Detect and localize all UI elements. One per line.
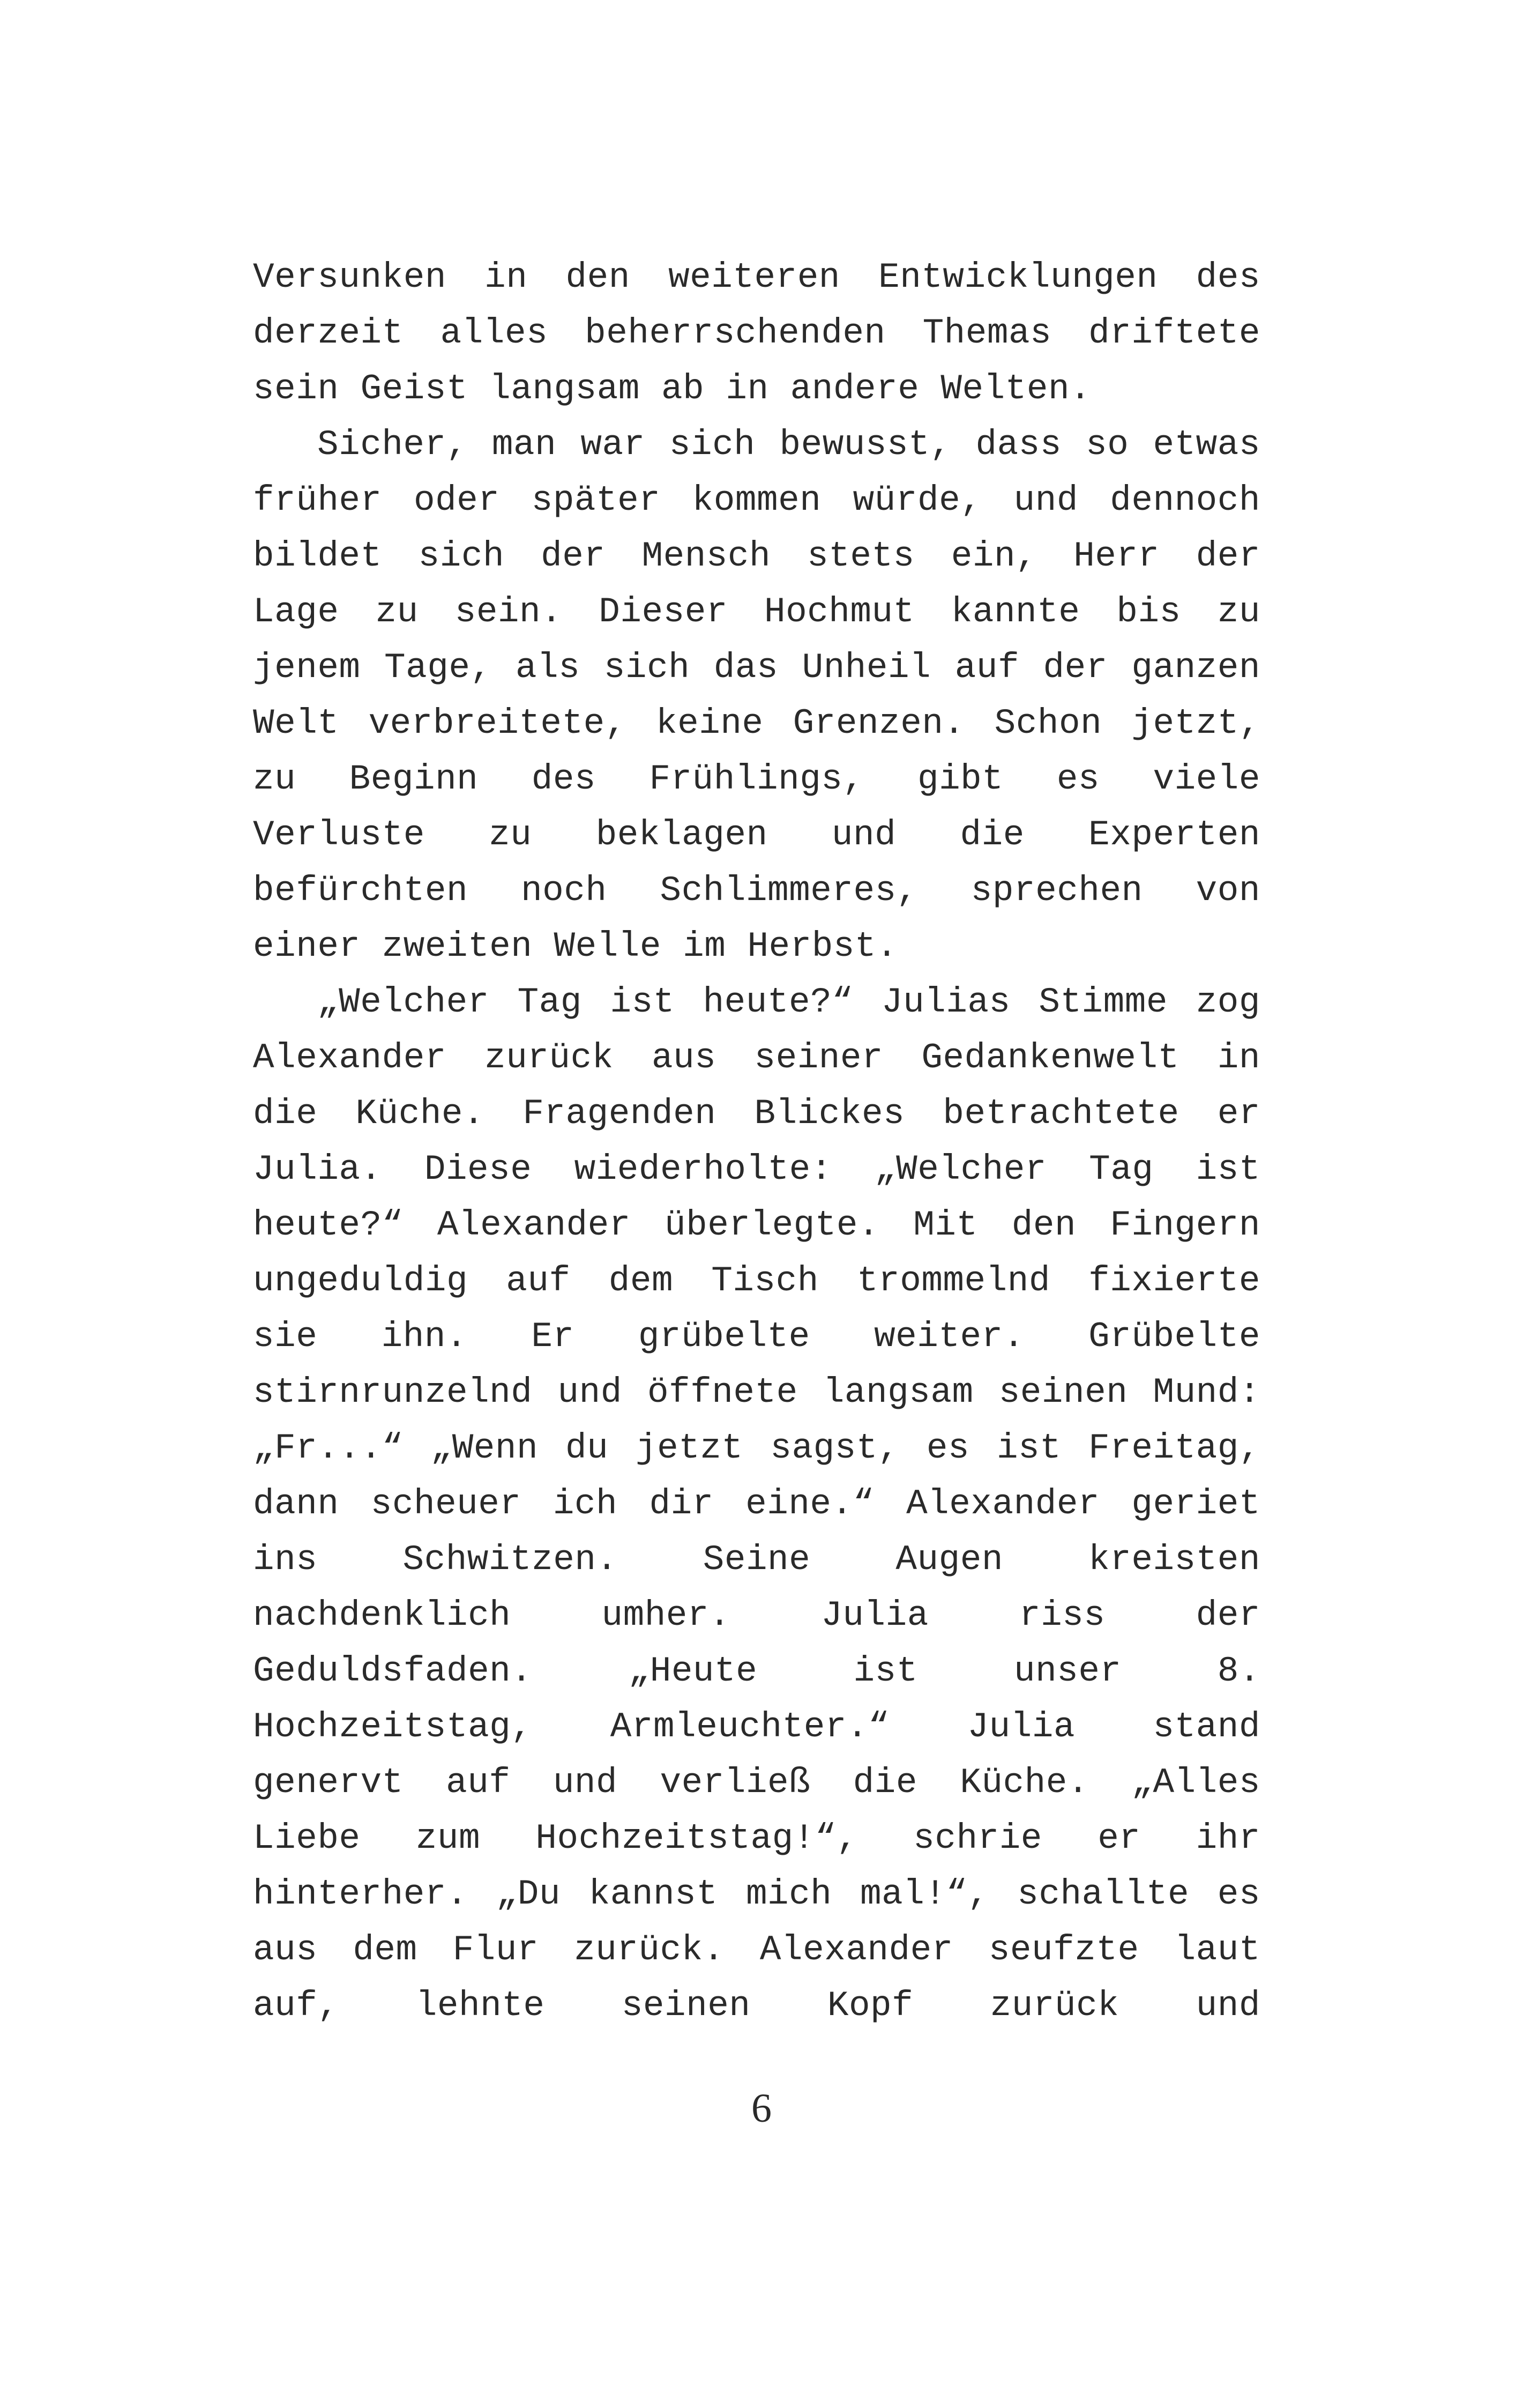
paragraph-1: Versunken in den weiteren Entwicklungen des derzeit alles beherrschenden Themas driftete sein Geist langsam ab in andere Welten. [253,257,1260,409]
body-text [253,250,1260,2034]
paragraph-2: Sicher, man war sich bewusst, dass so etwas früher oder später kommen würde, und dennoch bildet sich der Mensch stets ein, Herr der Lage zu sein. Dieser Hochmut kannte bis zu jenem Tage, als sich das Unheil auf der ganzen Welt verbreitete, keine Grenzen. Schon jetzt, zu Beginn des Frühlings, gibt es viele Verluste zu beklagen und die Experten befürchten noch Schlimmeres, sprechen von einer zweiten Welle im Herbst. [253,425,1260,967]
page-number: 6 [751,2086,772,2131]
paragraph-3: „Welcher Tag ist heute?“ Julias Stimme zog Alexander zurück aus seiner Gedankenwelt in die Küche. Fragenden Blickes betrachtete er Julia. Diese wiederholte: „Welcher Tag ist heute?“ Alexander überlegte. Mit den Fingern ungeduldig auf dem Tisch trommelnd fixierte sie ihn. Er grübelte weiter. Grübelte stirnrunzelnd und öffnete langsam seinen Mund: „Fr...“ „Wenn du jetzt sagst, es ist Freitag, dann scheuer ich dir eine.“ Alexander geriet ins Schwitzen. Seine Augen kreisten nachdenklich umher. Julia riss der Geduldsfaden. „Heute ist unser 8. Hochzeitstag, Armleuchter.“ Julia stand genervt auf und verließ die Küche. „Alles Liebe zum Hochzeitstag!“, schrie er ihr hinterher. „Du kannst mich mal!“, schallte es aus dem Flur zurück. Alexander seufzte laut auf, lehnte seinen Kopf zurück und [253,982,1260,2026]
